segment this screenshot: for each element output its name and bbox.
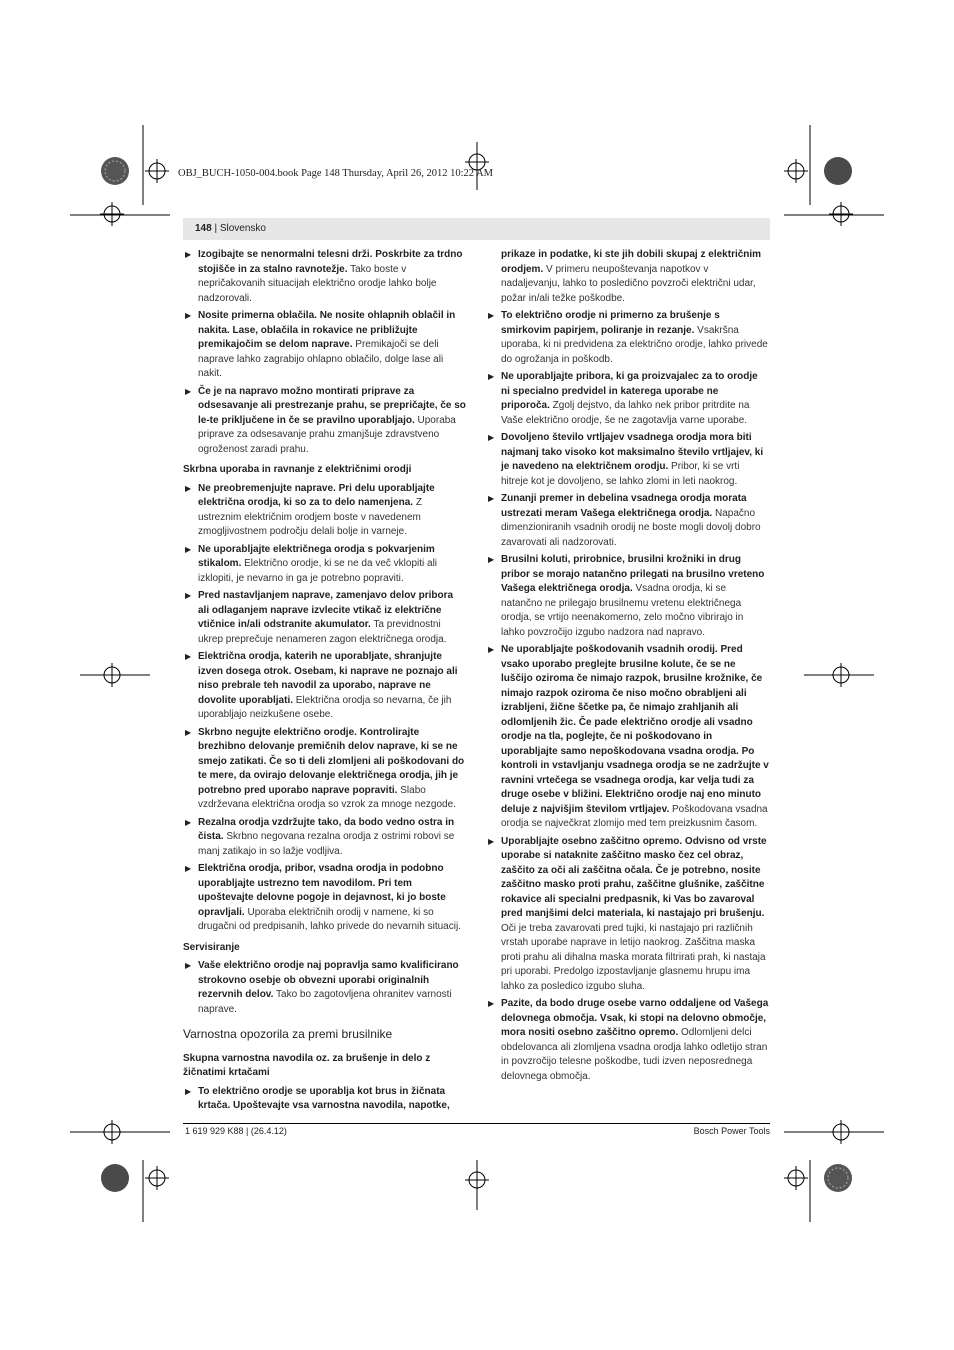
list-item-bold: Ne preobremenjujte naprave. Pri delu uporabljajte električna orodja, ki so za to delo namenjena. xyxy=(198,482,435,508)
list-item-bold: Izogibajte se nenormalni telesni drži. Poskrbite za trdno stojišče in za stalno ravnotežje. xyxy=(198,249,463,275)
list-item xyxy=(183,816,466,860)
list-item-text: Vsadna orodja, ki se natančno ne prilegajo brusilnemu vretenu električnega orodja, se vrtijo neenakomerno, zelo močno vibrirajo in lahko povzročijo izgubo nadzora nad napravo. xyxy=(501,583,744,638)
list-item-bold: Ne uporabljajte poškodovanih vsadnih orodij. Pred vsako uporabo preglejte brusilne kolute, če se ne luščijo oziroma če nimajo razpok, brusilne krožnike, če nimajo razpok oziroma če niso močno obrabljeni ali izrabljeni, žične ščetke pa, če nimajo zrahljanih ali odlomljenih žic. Če pade električno orodje ali vsadno orodje na tla, poglejte, če ni poškodovano in uporabljajte samo nepoškodovana vsadna orodja. Po kontroli in vstavljanju vsadnega orodja se ne zadržujte v ravnini vrtečega se vsadnega orodja, kar velja tudi za druge osebe v bližini. Električno orodje naj eno minuto deluje z najvišjim številom vrtljajev. xyxy=(501,644,769,815)
list-item-bold: Skrbno negujte električno orodje. Kontrolirajte brezhibno delovanje premičnih delov naprave, ki se ne smejo zatikati. Če so ti deli zlomljeni ali poškodovani do te mere, da ovirajo delovanje električnega orodja, jih je potrebno pred uporabo naprave popraviti. xyxy=(198,726,465,796)
left-items-service xyxy=(183,959,466,1017)
list-item xyxy=(486,553,769,640)
arrow-right-icon: ▶ xyxy=(488,999,495,1008)
list-item xyxy=(183,726,466,813)
list-item-text: Pribor, ki se vrti hitreje kot je dovoljeno, se lahko zlomi in leti naokrog. xyxy=(501,461,740,487)
header-language: Slovensko xyxy=(219,223,266,234)
list-item-text: Z ustreznim električnim orodjem boste v navedenem zmogljivostnem področju delali bolje in varneje. xyxy=(198,497,422,537)
arrow-right-icon: ▶ xyxy=(185,483,192,493)
list-item-text: Električno orodje, ki se ne da več vklopiti ali izklopiti, je nevarno in ga je potrebno popraviti. xyxy=(198,558,438,584)
footer-brand: Bosch Power Tools xyxy=(693,1126,770,1136)
list-item-bold: Uporabljajte osebno zaščitno opremo. Odvisno od vrste uporabe si nataknite zaščitno masko čez cel obraz, zaščito za oči ali zaščitna očala. Če je potrebno, nosite zaščitno masko proti prahu, zaščitne glušnike, zaščitne rokavice ali specialni predpasnik, ki Vas bo zavaroval pred manjšimi delci materiala, ki nastajajo pri brušenju. xyxy=(501,835,767,919)
list-item-text: Napačno dimenzioniranih vsadnih orodij ne boste mogli dovolj dobro zavarovati ali nadzorovati. xyxy=(501,507,761,548)
list-item-text: Električna orodja so nevarna, če jih uporabljajo neizkušene osebe. xyxy=(198,694,452,720)
list-item-text: Odlomljeni delci obdelovanca ali zlomljena vsadna orodja lahko odletijo stran in povzročijo telesne poškodbe, tudi izven neposrednega delovnega območja. xyxy=(501,1027,768,1082)
list-item xyxy=(486,309,769,367)
list-item-bold: Rezalna orodja vzdržujte tako, da bodo vedno ostra in čista. xyxy=(198,816,455,842)
file-info-line: OBJ_BUCH-1050-004.book Page 148 Thursday, April 26, 2012 10:22 AM xyxy=(178,168,493,179)
list-item-bold: Električna orodja, katerih ne uporabljate, shranjujte izven dosega otrok. Osebam, ki naprave ne poznajo ali niso prebrale teh navodil za uporabo, naprave ne dovolite uporabljati. xyxy=(198,651,458,706)
page-header xyxy=(183,218,770,240)
list-item xyxy=(183,650,466,723)
list-item-bold: Brusilni koluti, prirobnice, brusilni krožniki in drug pribor se morajo natančno prilegati na brusilno vreteno Vašega električnega orodja. xyxy=(501,554,765,594)
arrow-right-icon: ▶ xyxy=(185,250,192,259)
header-text xyxy=(195,223,266,234)
list-item xyxy=(486,370,769,428)
list-item xyxy=(183,589,466,647)
continuation-bold: prikaze in podatke, ki ste jih dobili skupaj z električnim orodjem. xyxy=(501,249,762,275)
list-item xyxy=(486,643,769,832)
list-item xyxy=(183,482,466,540)
left-items-mid xyxy=(183,482,466,935)
list-item xyxy=(183,385,466,458)
list-item-text: Tako boste v nepričakovanih situacijah električno orodje lahko bolje nadzorovali. xyxy=(198,263,437,304)
arrow-right-icon: ▶ xyxy=(185,727,192,737)
list-item-bold: Zunanji premer in debelina vsadnega orodja morata ustrezati meram Vašega električnega orodja. xyxy=(501,493,747,519)
arrow-right-icon: ▶ xyxy=(185,864,192,873)
list-item xyxy=(183,309,466,382)
list-item-text: Tako bo zagotovljena ohranitev varnosti naprave. xyxy=(198,989,452,1015)
arrow-right-icon: ▶ xyxy=(488,311,495,320)
arrow-right-icon: ▶ xyxy=(185,652,192,661)
footer-rule xyxy=(183,1123,770,1124)
list-item-bold: Ne uporabljajte električnega orodja s pokvarjenim stikalom. xyxy=(198,543,435,569)
arrow-right-icon: ▶ xyxy=(185,961,192,970)
footer-doc-number: 1 619 929 K88 | (26.4.12) xyxy=(185,1126,287,1136)
list-item xyxy=(183,543,466,587)
arrow-right-icon: ▶ xyxy=(185,311,192,320)
list-item-text: Zgolj dejstvo, da lahko nek pribor pritrdite na Vaše električno orodje, še ne zagotavlja varne uporabe. xyxy=(501,400,750,426)
list-item-text: Vsakršna uporaba, ki ni predvidena za električno orodje, lahko privede do ogrožanja in poškodb. xyxy=(501,324,768,365)
page-number: 148 xyxy=(195,223,212,234)
list-item-text: Uporaba priprave za odsesavanje prahu zmanjšuje zdravstveno ogroženost zaradi prahu. xyxy=(198,414,456,455)
list-item xyxy=(486,492,769,550)
left-column xyxy=(183,248,466,1117)
list-item-bold: Nosite primerna oblačila. Ne nosite ohlapnih oblačil in nakita. Lase, oblačila in rokavice ne približujte premikajočim se delom naprave. xyxy=(198,310,456,350)
list-item-text: Ta previdnostni ukrep preprečuje nenameren zagon električnega orodja. xyxy=(198,619,447,645)
arrow-right-icon: ▶ xyxy=(185,817,192,827)
list-item xyxy=(486,835,769,995)
list-item-text: Uporaba električnih orodij v namene, ki so drugačni od predpisanih, lahko privede do nevarnih situacij. xyxy=(198,906,461,932)
list-item-text: Oči je treba zavarovati pred tujki, ki nastajajo pri različnih vrstah uporabe naprave in letijo naokrog. Zaščitna maska proti prahu ali dihalna maska morata filtrirati prah, ki nastaja pri uporabi. Predolgo izpostavljanje glasnemu hrupu ima lahko za posledico izgubo sluha. xyxy=(501,922,766,992)
section-title: Varnostna opozorila za premi brusilnike xyxy=(183,1027,393,1041)
list-item-bold: Če je na napravo možno montirati priprave za odsesavanje ali prestrezanje prahu, se prepričajte, če so le-te priključene in če se pravilno uporabljajo. xyxy=(198,385,466,426)
list-item-text: Poškodovana vsadna orodja se največkrat zlomijo med tem preizkusnim časom. xyxy=(501,803,768,829)
list-item-bold: Pred nastavljanjem naprave, zamenjavo delov pribora ali odlaganjem naprave izvlecite vtikač iz električne vtičnice in/ali odstranite akumulator. xyxy=(198,590,454,630)
continuation-normal: V primeru neupoštevanja napotkov v nadaljevanju, lahko to posledično povzroči električni udar, požar in/ali težke poškodbe. xyxy=(501,263,756,304)
header-separator: | xyxy=(211,223,220,234)
right-column xyxy=(486,248,769,1087)
arrow-right-icon: ▶ xyxy=(488,433,495,442)
left-items-top xyxy=(183,248,466,457)
list-item xyxy=(183,959,466,1017)
arrow-right-icon: ▶ xyxy=(488,836,495,846)
list-item-bold: To električno orodje se uporablja kot brus in žičnata krtača. Upoštevajte vsa varnostna navodila, napotke, xyxy=(198,1085,450,1111)
arrow-right-icon: ▶ xyxy=(185,1086,192,1096)
right-items xyxy=(486,309,769,1084)
list-item-text: Premikajoči se deli naprave lahko zagrabijo ohlapno oblačilo, dolge lase ali nakit. xyxy=(198,339,444,379)
list-item-text: Skrbno negovana rezalna orodja z ostrimi robovi se manj zatikajo in so lažje vodljiva. xyxy=(198,831,455,857)
list-item xyxy=(183,248,466,306)
list-item-bold: Električna orodja, pribor, vsadna orodja in podobno uporabljajte ustrezno tem navodilom. Pri tem upoštevajte delovne pogoje in dejavnost, ki jo boste opravljali. xyxy=(198,863,446,918)
subheading-grinding: Skupna varnostna navodila oz. za brušenje in delo z žičnatimi krtačami xyxy=(183,1052,431,1078)
list-item xyxy=(183,862,466,935)
list-item-bold: Ne uporabljajte pribora, ki ga proizvajalec za to orodje ni specialno predvidel in katerega uporabe ne priporoča. xyxy=(501,371,758,411)
list-item-continuation xyxy=(486,248,769,306)
list-item-bold: Vaše električno orodje naj popravlja samo kvalificirano strokovno osebje ob obvezni uporabi originalnih rezervnih delov. xyxy=(198,960,459,1000)
arrow-right-icon: ▶ xyxy=(185,386,192,396)
arrow-right-icon: ▶ xyxy=(488,555,495,564)
list-item-bold: Pazite, da bodo druge osebe varno oddaljene od Vašega delovnega območja. Vsak, ki stopi na delovno območje, mora nositi osebno zaščitno opremo. xyxy=(501,998,769,1038)
arrow-right-icon: ▶ xyxy=(185,591,192,600)
list-item-text: Slabo vzdrževana električna orodja so vzrok za mnoge nezgode. xyxy=(198,784,456,810)
list-item-bold: To električno orodje ni primerno za brušenje s smirkovim papirjem, poliranje in rezanje. xyxy=(501,310,720,336)
arrow-right-icon: ▶ xyxy=(185,544,192,554)
arrow-right-icon: ▶ xyxy=(488,372,495,381)
list-item-bold: Dovoljeno število vrtljajev vsadnega orodja mora biti najmanj tako visoko kot maksimalno število vrtljajev, ki je navedeno na električnem orodju. xyxy=(501,432,764,472)
arrow-right-icon: ▶ xyxy=(488,645,495,654)
list-item xyxy=(486,997,769,1084)
subheading-service: Servisiranje xyxy=(183,941,240,953)
list-item xyxy=(183,1085,466,1114)
subheading-careful-use: Skrbna uporaba in ravnanje z električnimi orodji xyxy=(183,464,412,475)
list-item xyxy=(486,431,769,489)
left-items-bottom xyxy=(183,1085,466,1114)
arrow-right-icon: ▶ xyxy=(488,494,495,503)
